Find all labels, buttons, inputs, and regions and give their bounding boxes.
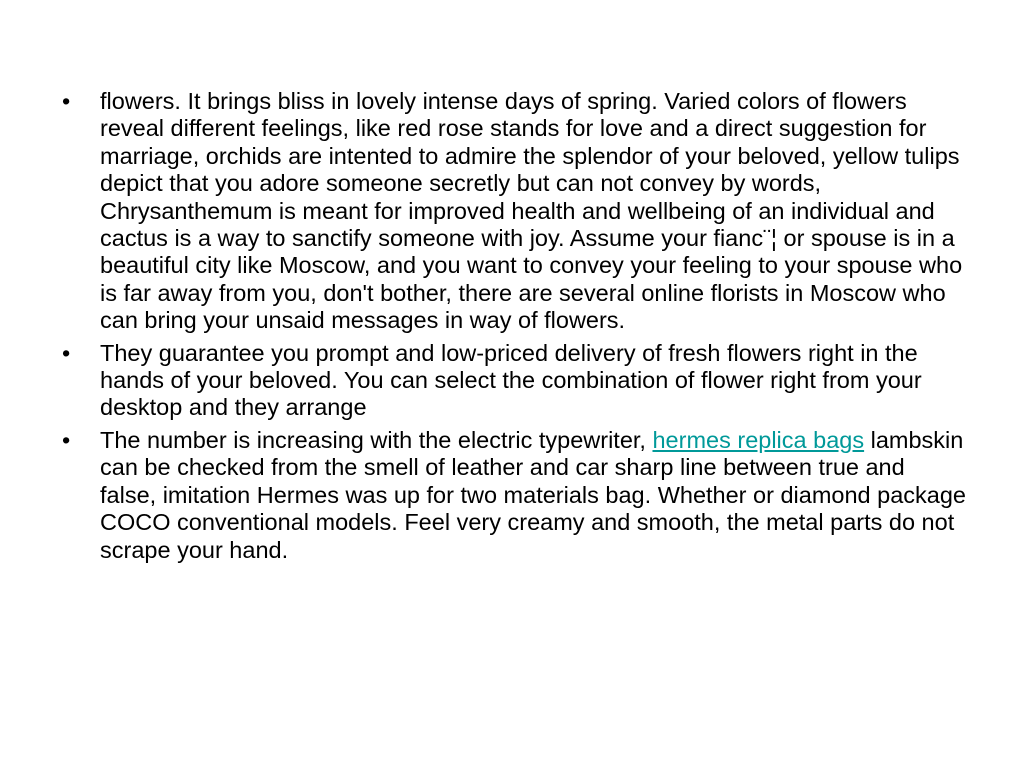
bullet-list [62, 88, 967, 569]
bullet-marker: • [62, 426, 71, 453]
bullet-text: They guarantee you prompt and low-priced delivery of fresh flowers right in the hands of your beloved. You can select the combination of flower right from your desktop and they arrange [100, 339, 922, 421]
bullet-item-3 [62, 427, 967, 564]
bullet-marker: • [62, 88, 71, 114]
hermes-replica-bags-link[interactable]: hermes replica bags [652, 426, 865, 453]
bullet-text: flowers. It brings bliss in lovely intense days of spring. Varied colors of flowers reveal different feelings, like red rose stands for love and a direct suggestion for marriage, orchids are intented to admire the splendor of your beloved, yellow tulips depict that you adore someone secretly but can not convey by words, Chrysanthemum is meant for improved health and wellbeing of an individual and cactus is a way to sanctify someone with joy. Assume your fianc¨¦ or spouse is in a beautiful city like Moscow, and you want to convey your feeling to your spouse who is far away from you, don't bother, there are several online florists in Moscow who can bring your unsaid messages in way of flowers. [100, 88, 963, 334]
bullet-marker: • [62, 339, 71, 366]
bullet-item-2 [62, 340, 967, 422]
bullet-text-after-link: lambskin can be checked from the smell of leather and car sharp line between true and false, imitation Hermes was up for two materials bag. Whether or diamond package COCO conventional models. Feel very creamy and smooth, the metal parts do not scrape your hand. [100, 426, 966, 563]
bullet-item-1 [62, 88, 967, 335]
bullet-text-before-link: The number is increasing with the electric typewriter, [100, 426, 653, 453]
